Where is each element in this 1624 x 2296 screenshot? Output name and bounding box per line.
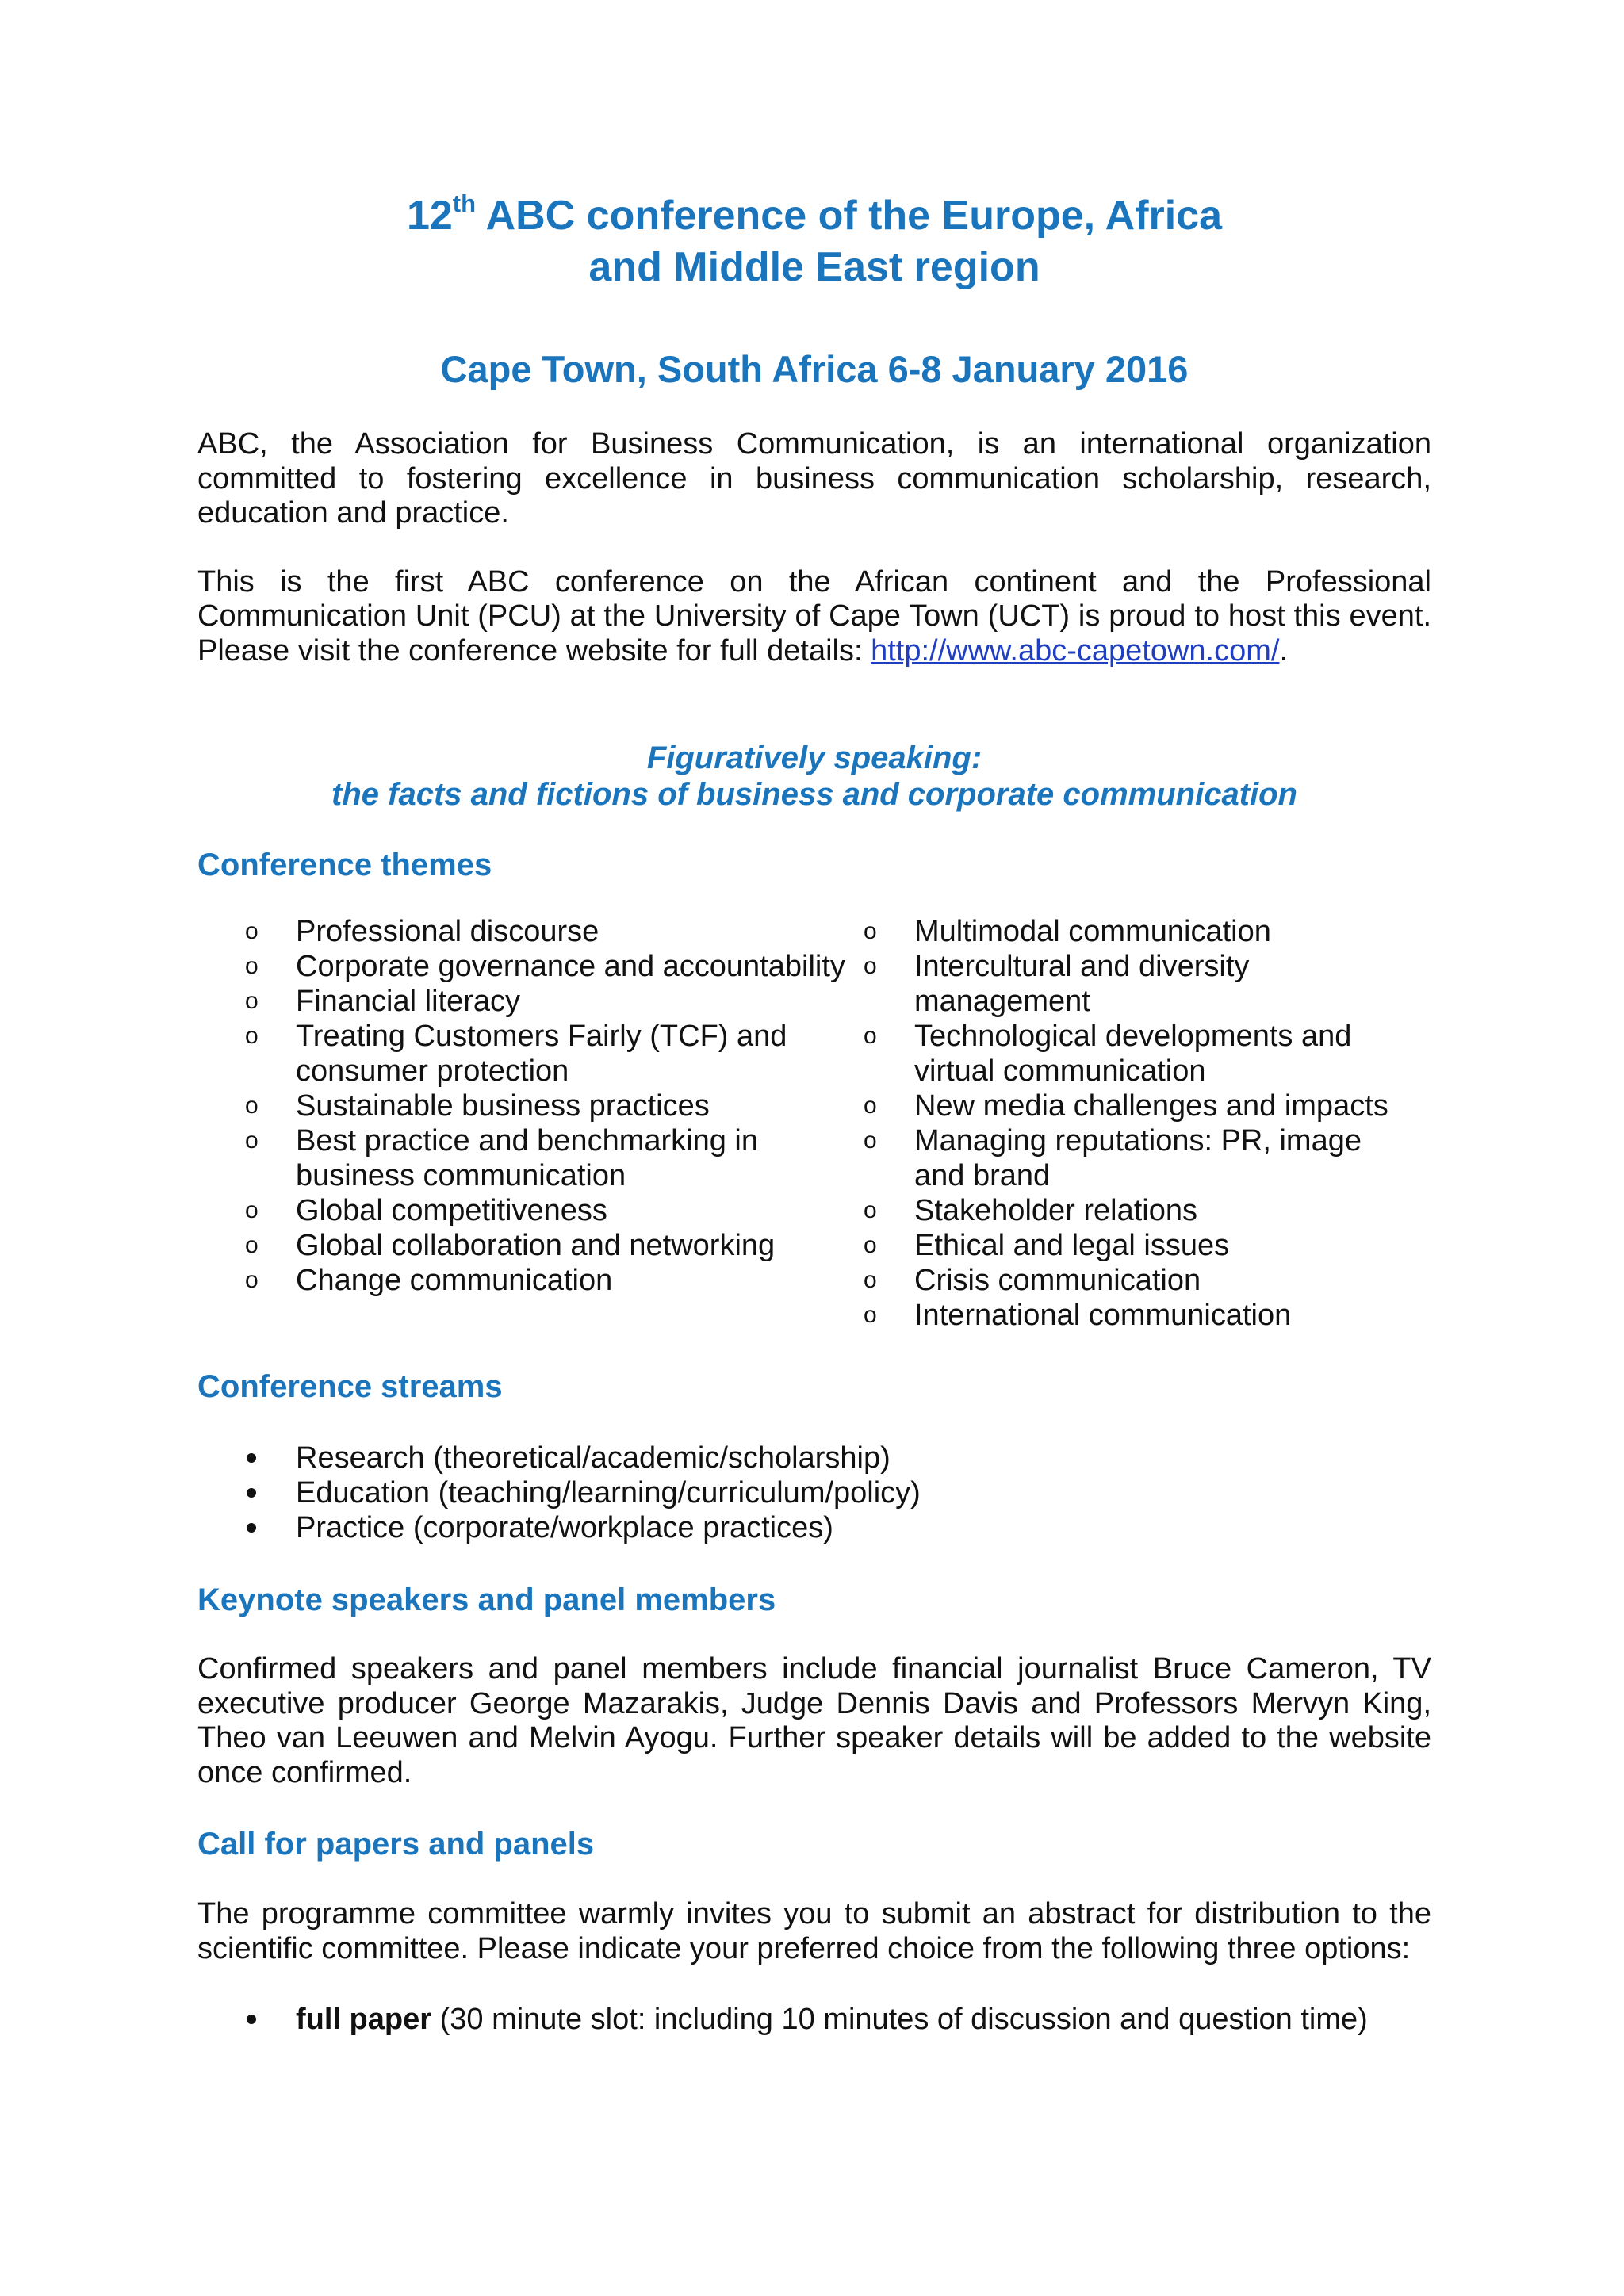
intro-paragraph-2-end: . [1279, 633, 1289, 668]
keynote-heading: Keynote speakers and panel members [197, 1582, 776, 1617]
call-for-papers-paragraph: The programme committee warmly invites you to submit an abstract for distribution to the scientific committee. Please indicate your preferred choice from the following three options: [197, 1897, 1431, 1965]
theme-item [864, 1193, 1419, 1228]
conference-streams-heading: Conference streams [197, 1369, 503, 1404]
circle-bullet-icon: o [864, 1197, 877, 1223]
theme-item [864, 1228, 1419, 1263]
circle-bullet-icon: o [864, 1267, 877, 1293]
circle-bullet-icon: o [864, 1127, 877, 1154]
intro-paragraph-2 [197, 565, 1431, 669]
title-ordinal: 12 [406, 193, 453, 239]
theme-item [245, 1089, 864, 1123]
title-line2: and Middle East region [588, 244, 1040, 290]
theme-item [864, 914, 1419, 949]
theme-item [245, 1123, 864, 1193]
theme-item-label: Change communication [296, 1264, 613, 1297]
stream-item [197, 1510, 1431, 1545]
theme-item-label: Financial literacy [296, 985, 520, 1018]
stream-item-label: Education (teaching/learning/curriculum/policy) [296, 1476, 921, 1510]
circle-bullet-icon: o [245, 918, 259, 944]
theme-item [245, 984, 864, 1019]
theme-item [245, 1019, 864, 1089]
keynote-paragraph: Confirmed speakers and panel members include financial journalist Bruce Cameron, TV executive producer George Mazarakis, Judge Dennis Davis and Professors Mervyn King, Theo van Leeuwen and Melvin Ayogu. Further speaker details will be added to the website once confirmed. [197, 1652, 1431, 1789]
theme-item-label: Best practice and benchmarking in business communication [296, 1124, 758, 1192]
theme-item [245, 949, 864, 984]
themes-right-column [864, 914, 1419, 1333]
theme-item [864, 1019, 1419, 1089]
submission-option [197, 2002, 1431, 2037]
submission-option-label: full paper [296, 2003, 432, 2036]
circle-bullet-icon: o [245, 1127, 259, 1154]
theme-item-label: Crisis communication [914, 1264, 1201, 1297]
circle-bullet-icon: o [864, 1023, 877, 1049]
conference-motto [197, 740, 1431, 813]
call-for-papers-heading: Call for papers and panels [197, 1827, 595, 1862]
circle-bullet-icon: o [245, 1023, 259, 1049]
theme-item-label: Managing reputations: PR, image and brand [914, 1124, 1362, 1192]
theme-item-label: International communication [914, 1299, 1292, 1332]
theme-item [864, 1298, 1419, 1333]
document-page [197, 190, 1431, 2037]
theme-item [245, 1263, 864, 1298]
conference-title [197, 190, 1431, 293]
submission-option-detail: (30 minute slot: including 10 minutes of discussion and question time) [431, 2003, 1368, 2036]
theme-item-label: New media challenges and impacts [914, 1089, 1388, 1123]
bullet-dot-icon [247, 1453, 256, 1463]
circle-bullet-icon: o [864, 1302, 877, 1328]
stream-item [197, 1441, 1431, 1475]
circle-bullet-icon: o [245, 1197, 259, 1223]
theme-item-label: Professional discourse [296, 915, 599, 948]
bullet-dot-icon [247, 1488, 256, 1498]
theme-item-label: Ethical and legal issues [914, 1229, 1230, 1262]
theme-item-label: Corporate governance and accountability [296, 950, 845, 983]
streams-list [197, 1441, 1431, 1545]
theme-item [864, 1123, 1419, 1193]
theme-item [864, 1089, 1419, 1123]
theme-item-label: Global competitiveness [296, 1194, 607, 1227]
circle-bullet-icon: o [245, 953, 259, 979]
circle-bullet-icon: o [245, 1267, 259, 1293]
title-ordinal-suffix: th [452, 189, 477, 217]
theme-item [864, 1263, 1419, 1298]
circle-bullet-icon: o [245, 1232, 259, 1258]
theme-item [245, 1228, 864, 1263]
conference-location-date: Cape Town, South Africa 6-8 January 2016 [440, 348, 1189, 390]
stream-item-label: Practice (corporate/workplace practices) [296, 1511, 833, 1544]
circle-bullet-icon: o [864, 1232, 877, 1258]
theme-item-label: Technological developments and virtual communication [914, 1020, 1352, 1088]
theme-item-label: Sustainable business practices [296, 1089, 710, 1123]
motto-line-1: Figuratively speaking: [646, 740, 982, 775]
conference-themes-heading: Conference themes [197, 848, 492, 882]
theme-item-label: Multimodal communication [914, 915, 1271, 948]
circle-bullet-icon: o [864, 953, 877, 979]
theme-item-label: Global collaboration and networking [296, 1229, 776, 1262]
circle-bullet-icon: o [245, 1093, 259, 1119]
theme-item [864, 949, 1419, 1019]
circle-bullet-icon: o [864, 1093, 877, 1119]
theme-item [245, 914, 864, 949]
bullet-dot-icon [247, 2015, 256, 2024]
motto-line-2: the facts and fictions of business and corporate communication [331, 777, 1297, 812]
intro-paragraph-1: ABC, the Association for Business Communication, is an international organization committed to fostering excellence in business communication scholarship, research, education and practice. [197, 427, 1431, 530]
title-line1: ABC conference of the Europe, Africa [485, 193, 1223, 239]
theme-item-label: Stakeholder relations [914, 1194, 1197, 1227]
intro-paragraph-2-text: This is the first ABC conference on the African continent and the Professional Communication Unit (PCU) at the University of Cape Town (UCT) is proud to host this event. Please visit the conference website for full details: [197, 564, 1431, 668]
theme-item [245, 1193, 864, 1228]
bullet-dot-icon [247, 1523, 256, 1533]
submission-options-list [197, 2002, 1431, 2037]
theme-item-label: Intercultural and diversity management [914, 950, 1250, 1018]
circle-bullet-icon: o [245, 988, 259, 1014]
themes-left-column [245, 914, 864, 1333]
conference-website-link[interactable]: http://www.abc-capetown.com/ [871, 633, 1280, 668]
circle-bullet-icon: o [864, 918, 877, 944]
stream-item-label: Research (theoretical/academic/scholarship) [296, 1441, 891, 1475]
theme-item-label: Treating Customers Fairly (TCF) and consumer protection [296, 1020, 787, 1088]
themes-list [197, 914, 1431, 1333]
stream-item [197, 1475, 1431, 1510]
